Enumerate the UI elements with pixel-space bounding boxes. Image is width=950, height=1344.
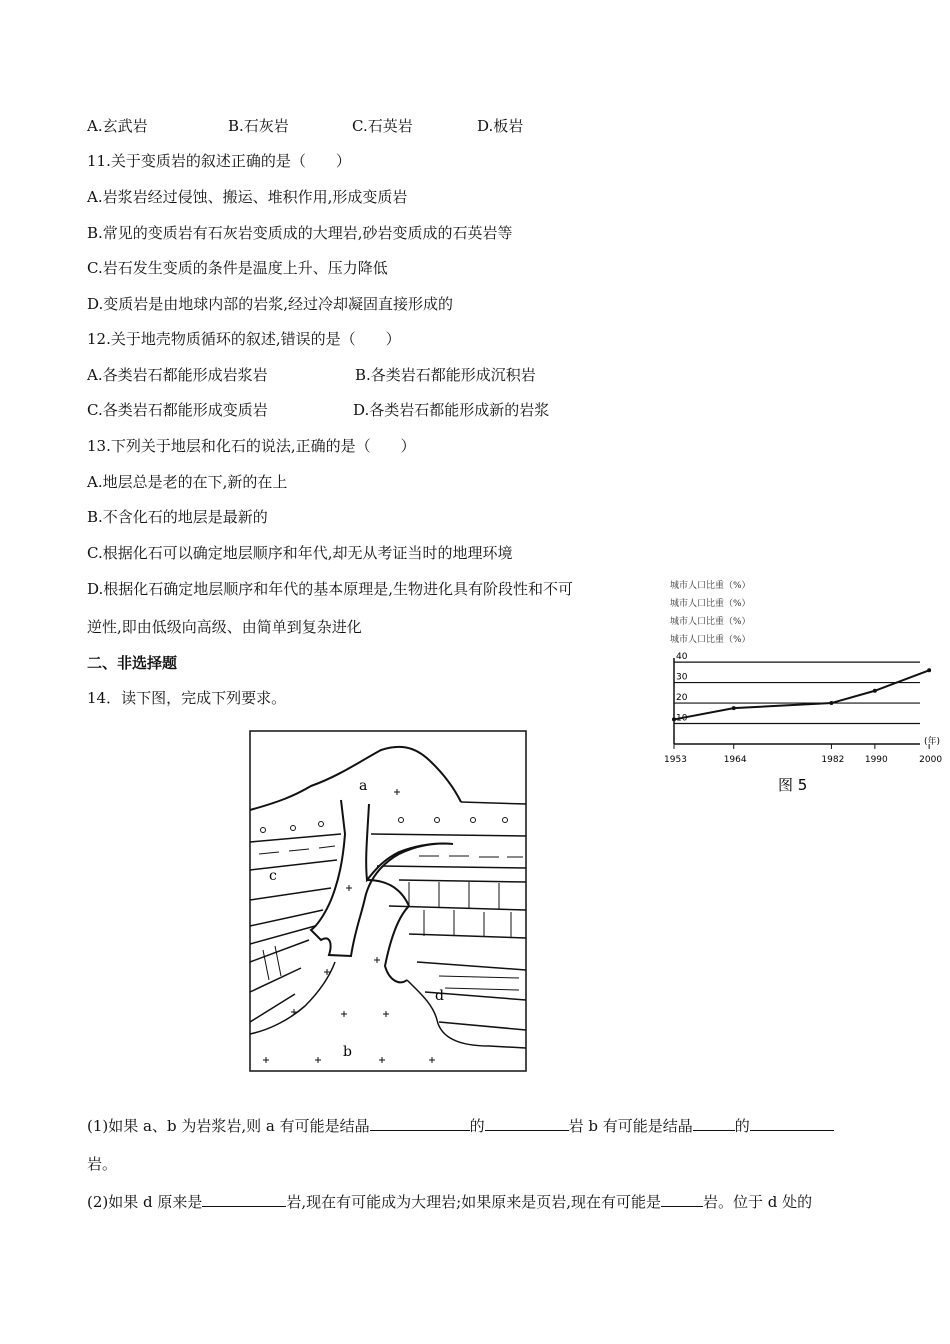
q12-option-c: C.各类岩石都能形成变质岩 [87, 401, 268, 419]
q14-stem: 14．读下图，完成下列要求。 [87, 689, 287, 707]
q13-option-d: D.根据化石确定地层顺序和年代的基本原理是,生物进化具有阶段性和不可 [87, 580, 574, 598]
figure-caption: 图 5 [778, 776, 808, 794]
x-unit-label: (年) [924, 737, 941, 747]
blank[interactable] [693, 1114, 735, 1131]
q11-stem: 11.关于变质岩的叙述正确的是（ ） [87, 152, 351, 170]
y-tick-label: 20 [676, 693, 688, 704]
x-tick-label: 1953 [664, 755, 687, 765]
q14-part1 [87, 1114, 834, 1136]
q14-part1-cont: 岩。 [87, 1155, 118, 1173]
data-point [927, 668, 931, 672]
y-tick-label: 30 [676, 672, 688, 683]
q13-option-d-cont: 逆性,即由低级向高级、由简单到复杂进化 [87, 618, 362, 636]
q14-2-text2: 岩,现在有可能成为大理岩;如果原来是页岩,现在有可能是 [286, 1193, 661, 1211]
y-tick-label: 40 [676, 652, 688, 663]
blank[interactable] [750, 1114, 834, 1131]
q13-option-c: C.根据化石可以确定地层顺序和年代,却无从考证当时的地理环境 [87, 544, 513, 562]
q10-option-c: C.石英岩 [352, 117, 413, 135]
q11-option-d: D.变质岩是由地球内部的岩浆,经过冷却凝固直接形成的 [87, 295, 454, 313]
q12-option-b: B.各类岩石都能形成沉积岩 [355, 366, 536, 384]
chart-title-line: 城市人口比重（%） [670, 617, 751, 627]
q14-2-text1: (2)如果 d 原来是 [87, 1193, 203, 1211]
q12-option-a: A.各类岩石都能形成岩浆岩 [87, 366, 268, 384]
label-b: b [343, 1044, 352, 1060]
q10-option-b: B.石灰岩 [228, 117, 289, 135]
section-title: 二、非选择题 [87, 654, 178, 672]
q14-1-text4: 的 [734, 1117, 750, 1135]
urban-population-line-chart [664, 574, 950, 800]
geology-cross-section-figure [249, 730, 527, 1072]
q13-option-b: B.不含化石的地层是最新的 [87, 508, 268, 526]
data-point [672, 717, 676, 721]
label-d: d [435, 988, 444, 1004]
label-a: a [359, 778, 368, 794]
blank[interactable] [661, 1190, 703, 1207]
blank[interactable] [202, 1190, 286, 1207]
q14-1-text1: (1)如果 a、b 为岩浆岩,则 a 有可能是结晶 [87, 1117, 370, 1135]
q13-option-a: A.地层总是老的在下,新的在上 [87, 473, 288, 491]
blank[interactable] [370, 1114, 470, 1131]
data-point [829, 701, 833, 705]
x-tick-label: 1990 [864, 755, 888, 765]
blank[interactable] [485, 1114, 569, 1131]
x-tick-label: 1982 [821, 755, 845, 765]
q14-2-text3: 岩。位于 d 处的 [702, 1193, 813, 1211]
chart-title-line: 城市人口比重（%） [670, 581, 751, 591]
q11-option-b: B.常见的变质岩有石灰岩变质成的大理岩,砂岩变质成的石英岩等 [87, 224, 513, 242]
q14-1-text3: 岩 b 有可能是结晶 [568, 1117, 693, 1135]
q10-option-a: A.玄武岩 [87, 117, 148, 135]
q12-stem: 12.关于地壳物质循环的叙述,错误的是（ ） [87, 330, 401, 348]
y-tick-label: 10 [676, 713, 688, 724]
x-tick-label: 2000 [919, 755, 943, 765]
x-tick-label: 1964 [723, 755, 747, 765]
chart-title-line: 城市人口比重（%） [670, 635, 751, 645]
q12-option-d: D.各类岩石都能形成新的岩浆 [353, 401, 550, 419]
q14-part2 [87, 1190, 812, 1212]
label-c: c [269, 868, 277, 884]
q14-1-text2: 的 [469, 1117, 485, 1135]
data-point [732, 706, 736, 710]
chart-title-line: 城市人口比重（%） [670, 599, 751, 609]
data-point [873, 689, 877, 693]
series-line [674, 670, 929, 719]
q11-option-a: A.岩浆岩经过侵蚀、搬运、堆积作用,形成变质岩 [87, 188, 408, 206]
q10-option-d: D.板岩 [477, 117, 524, 135]
q11-option-c: C.岩石发生变质的条件是温度上升、压力降低 [87, 259, 388, 277]
q13-stem: 13.下列关于地层和化石的说法,正确的是（ ） [87, 437, 416, 455]
